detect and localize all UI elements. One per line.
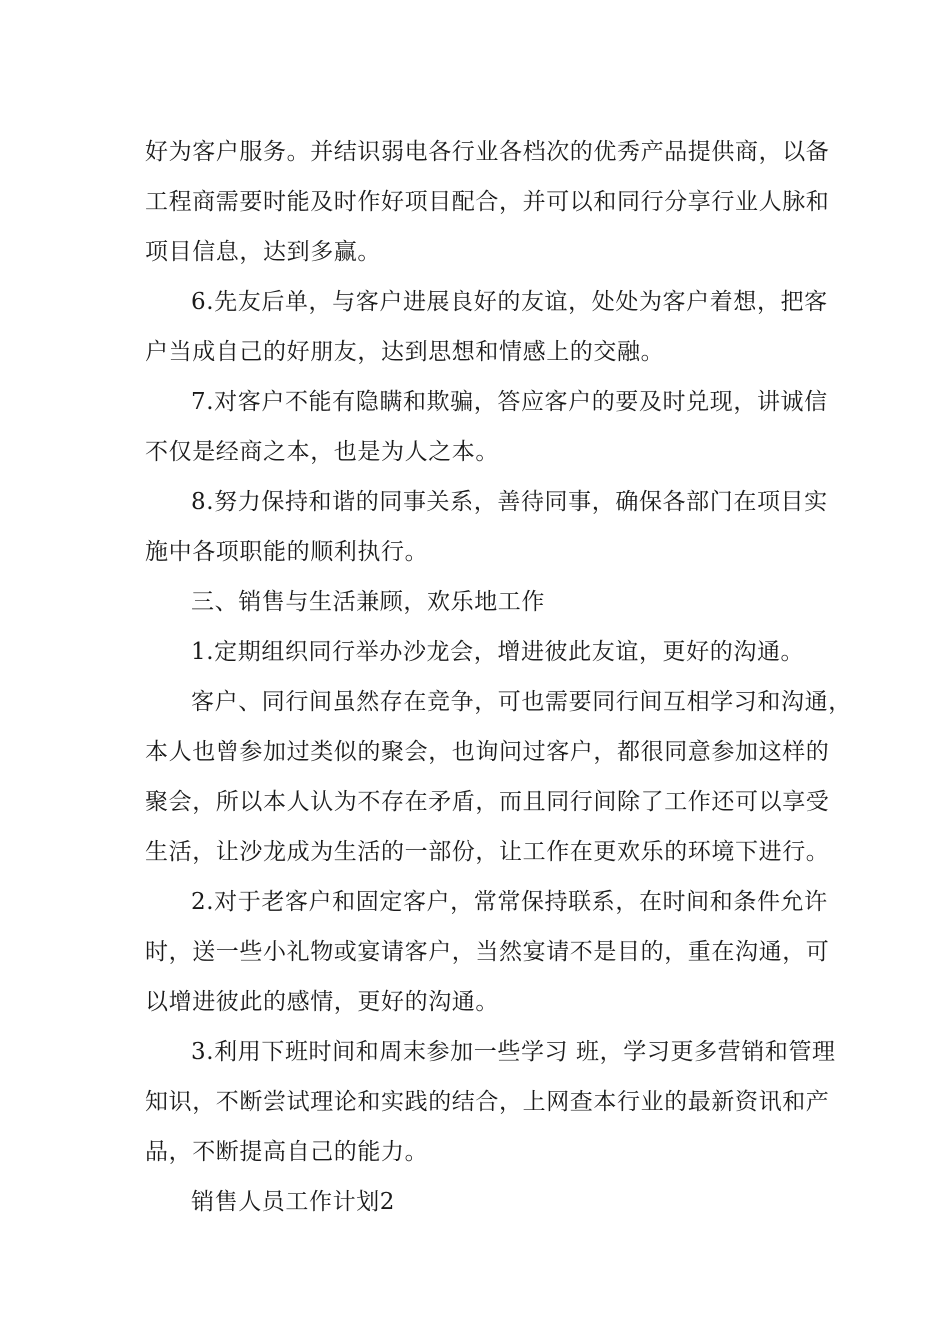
text-line: 以增进彼此的感情，更好的沟通。 <box>145 989 499 1015</box>
text-line: 生活，让沙龙成为生活的一部份，让工作在更欢乐的环境下进行。 <box>145 839 830 865</box>
text-line: 工程商需要时能及时作好项目配合，并可以和同行分享行业人脉和 <box>145 189 830 215</box>
text-line-item-7: 7.对客户不能有隐瞒和欺骗，答应客户的要及时兑现，讲诚信 <box>191 389 828 415</box>
text-line: 户当成自己的好朋友，达到思想和情感上的交融。 <box>145 339 665 365</box>
text-line: 品，不断提高自己的能力。 <box>145 1139 429 1165</box>
document-body <box>145 127 852 1227</box>
text-line: 本人也曾参加过类似的聚会，也询问过客户，都很同意参加这样的 <box>145 739 830 765</box>
text-line-item-2: 2.对于老客户和固定客户，常常保持联系，在时间和条件允许 <box>191 889 828 915</box>
text-line: 好为客户服务。并结识弱电各行业各档次的优秀产品提供商，以备 <box>145 139 830 165</box>
section-heading: 三、销售与生活兼顾，欢乐地工作 <box>191 589 545 615</box>
text-line: 时，送一些小礼物或宴请客户，当然宴请不是目的，重在沟通，可 <box>145 939 830 965</box>
text-line-item-6: 6.先友后单，与客户进展良好的友谊，处处为客户着想，把客 <box>191 289 828 315</box>
text-line: 聚会，所以本人认为不存在矛盾，而且同行间除了工作还可以享受 <box>145 789 830 815</box>
text-line-item-1: 1.定期组织同行举办沙龙会，增进彼此友谊，更好的沟通。 <box>191 639 805 665</box>
text-line: 项目信息，达到多赢。 <box>145 239 381 265</box>
text-line: 不仅是经商之本，也是为人之本。 <box>145 439 499 465</box>
text-line: 施中各项职能的顺利执行。 <box>145 539 429 565</box>
plan-title: 销售人员工作计划2 <box>191 1189 396 1215</box>
text-line-item-3: 3.利用下班时间和周末参加一些学习 班，学习更多营销和管理 <box>191 1039 836 1065</box>
text-line-item-8: 8.努力保持和谐的同事关系，善待同事，确保各部门在项目实 <box>191 489 828 515</box>
text-line-paragraph-start: 客户、同行间虽然存在竞争，可也需要同行间互相学习和沟通， <box>191 689 852 715</box>
text-line: 知识，不断尝试理论和实践的结合，上网查本行业的最新资讯和产 <box>145 1089 830 1115</box>
